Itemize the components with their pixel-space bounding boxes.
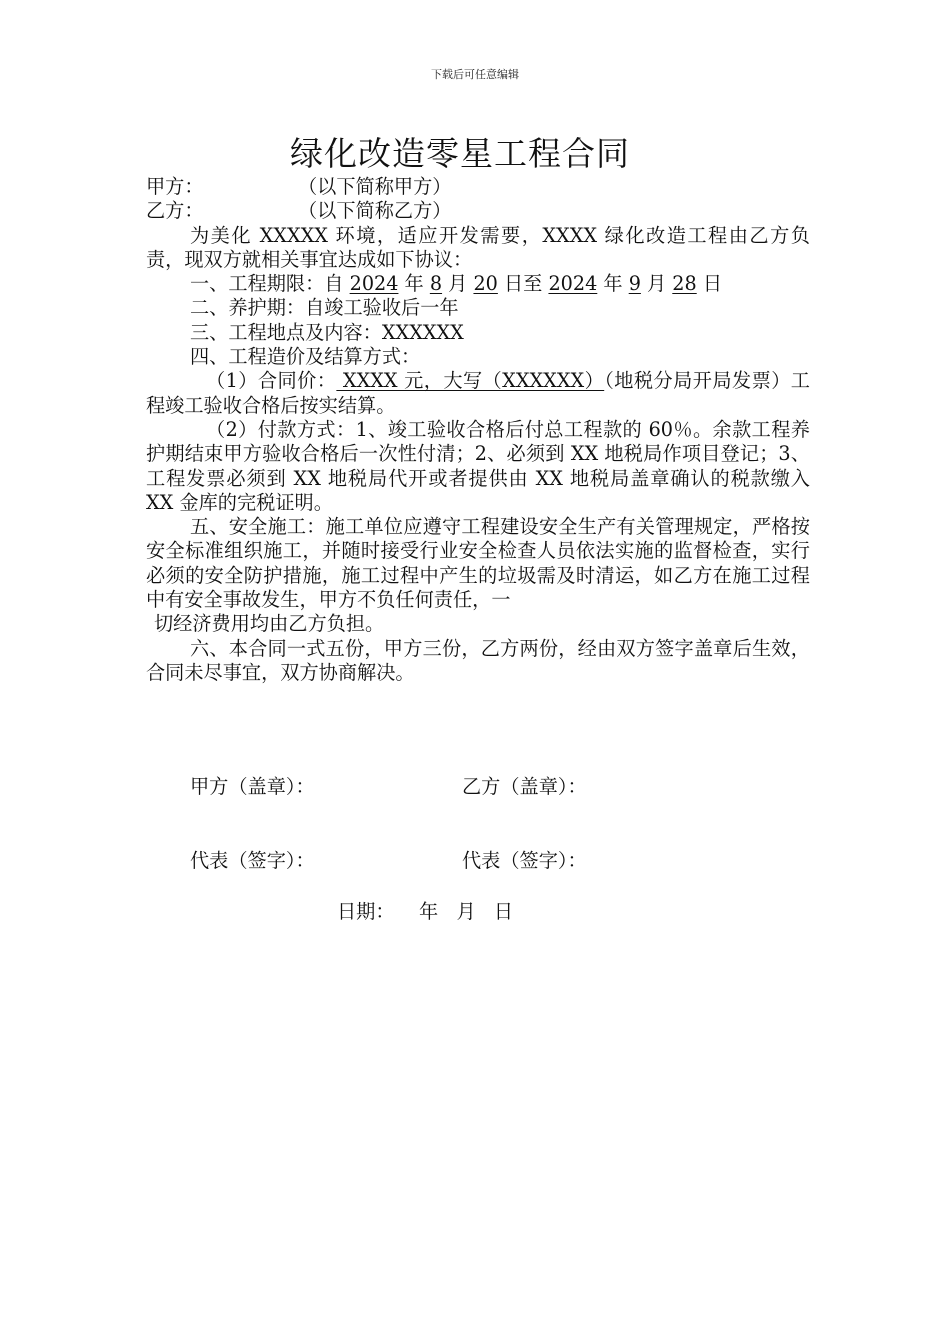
contract-price-suffix: （地税分局开局发票）工程竣工验收合格后按实结算。: [146, 369, 810, 417]
contract-price-prefix: （1）合同价：: [206, 369, 337, 393]
copies-paragraph: 六、本合同一式五份，甲方三份，乙方两份，经由双方签字盖章后生效，合同未尽事宜，双方协商解决。: [146, 636, 810, 684]
party-b-note: （以下简称乙方）: [298, 199, 452, 223]
party-a-line: [146, 175, 810, 199]
location-line: 三、工程地点及内容：XXXXXX: [190, 320, 464, 344]
term-line: [146, 272, 810, 296]
contract-body: [146, 175, 810, 685]
safety-continuation: 切经济费用均由乙方负担。: [154, 612, 385, 636]
term-text-5: 月: [640, 272, 673, 296]
term-prefix: 一、工程期限：自: [190, 272, 350, 296]
term-end-month: 9: [628, 272, 641, 296]
party-b-seal: 乙方（盖章）：: [462, 775, 587, 798]
signing-date: 日期： 年 月 日: [337, 900, 514, 923]
term-text-6: 日: [696, 272, 723, 296]
party-b-line: [146, 199, 810, 223]
term-start-day: 20: [473, 272, 498, 296]
term-end-year: 2024: [548, 272, 598, 296]
party-a-note: （以下简称甲方）: [298, 175, 452, 198]
contract-price-paragraph: [146, 369, 810, 418]
term-end-day: 28: [672, 272, 697, 296]
party-b-representative: 代表（签字）：: [462, 849, 587, 872]
term-text-3: 日至: [497, 272, 549, 296]
intro-paragraph: 为美化 XXXXX 环境，适应开发需要，XXXX 绿化改造工程由乙方负责，现双方就相关事宜达成如下协议：: [146, 223, 810, 271]
party-a-seal: 甲方（盖章）：: [190, 775, 315, 798]
header-note: 下载后可任意编辑: [431, 68, 519, 81]
party-a-representative: 代表（签字）：: [190, 849, 315, 872]
payment-paragraph: （2）付款方式：1、竣工验收合格后付总工程款的 60％。余款工程养护期结束甲方验收合格后一次性付清；2、必须到 XX 地税局作项目登记；3、工程发票必须到 XX 地税局代开或者提供由 XX 地税局盖章确认的税款缴入 XX 金库的完税证明。: [146, 417, 810, 514]
party-b-label: 乙方：: [146, 199, 204, 223]
contract-price-amount: XXXX 元，大写（XXXXXX）: [336, 369, 605, 393]
term-start-month: 8: [429, 272, 443, 296]
term-text-4: 年: [597, 272, 629, 296]
term-text-2: 月: [442, 272, 474, 296]
term-text-1: 年: [398, 272, 430, 296]
cost-heading: 四、工程造价及结算方式：: [190, 345, 421, 369]
maintenance-line: 二、养护期：自竣工验收后一年: [190, 296, 459, 320]
term-start-year: 2024: [349, 272, 399, 296]
contract-title: 绿化改造零星工程合同: [290, 134, 630, 173]
party-a-label: 甲方：: [146, 175, 204, 198]
safety-paragraph: 五、安全施工：施工单位应遵守工程建设安全生产有关管理规定，严格按安全标准组织施工，并随时接受行业安全检查人员依法实施的监督检查，实行必须的安全防护措施，施工过程中产生的垃圾需及时清运，如乙方在施工过程中有安全事故发生，甲方不负任何责任，一: [146, 515, 810, 612]
